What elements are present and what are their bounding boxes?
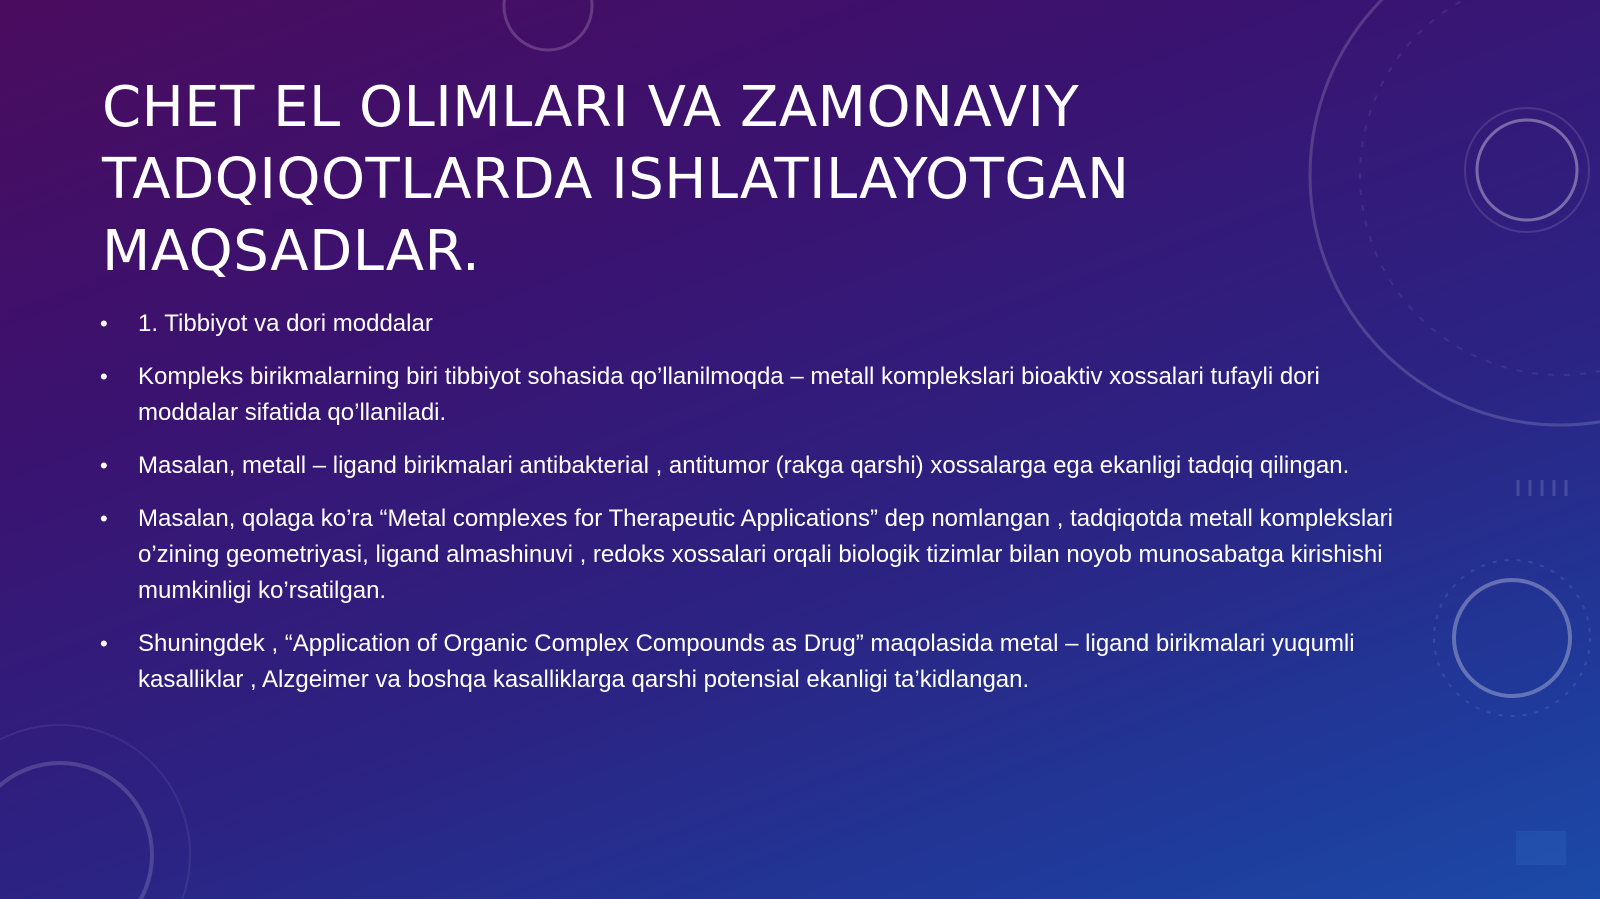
top-arc-circle — [504, 0, 592, 50]
right-small-ring — [1477, 120, 1577, 220]
bullet-item — [100, 306, 1400, 342]
bullet-item — [100, 626, 1400, 698]
bullet-dot-icon: • — [100, 364, 108, 389]
bullet-dot-icon: • — [100, 631, 108, 656]
slide-title: CHET EL OLIMLARI VA ZAMONAVIY TADQIQOTLARDA ISHLATILAYOTGAN MAQSADLAR. — [102, 75, 1130, 284]
bullet-item — [100, 359, 1400, 431]
bullet-item — [100, 501, 1400, 609]
bullet-text: 1. Tibbiyot va dori moddalar — [138, 310, 433, 337]
bottom-left-ring — [0, 763, 152, 899]
bullet-dot-icon: • — [100, 506, 108, 531]
bullet-text: Shuningdek , “Application of Organic Complex Compounds as Drug” maqolasida metal – ligand birikmalari yuqumli kasalliklar , Alzgeimer va boshqa kasalliklarga qarshi potensial ekanligi ta’kidlangan. — [138, 630, 1355, 693]
bullet-item — [100, 448, 1400, 484]
bullet-list — [100, 306, 1400, 715]
corner-decoration — [1516, 831, 1566, 865]
bullet-dot-icon: • — [100, 453, 108, 478]
bullet-text: Masalan, metall – ligand birikmalari antibakterial , antitumor (rakga qarshi) xossalarga ega ekanligi tadqiq qilingan. — [138, 452, 1350, 479]
bullet-text: Kompleks birikmalarning biri tibbiyot sohasida qo’llanilmoqda – metall komplekslari bioaktiv xossalari tufayli dori moddalar sifatida qo’llaniladi. — [138, 363, 1320, 426]
bottom-left-ring-outer — [0, 725, 190, 899]
lower-right-ring — [1454, 580, 1570, 696]
bullet-text: Masalan, qolaga ko’ra “Metal complexes for Therapeutic Applications” dep nomlangan , tadqiqotda metall komplekslari o’zining geometriyasi, ligand almashinuvi , redoks xossalari orqali biologik tizimlar bilan noyob munosabatga kirishishi mumkinligi ko’rsatilgan. — [138, 505, 1393, 604]
right-small-ring-outer — [1465, 108, 1589, 232]
lower-right-ring-outer — [1434, 560, 1590, 716]
bullet-dot-icon: • — [100, 311, 108, 336]
